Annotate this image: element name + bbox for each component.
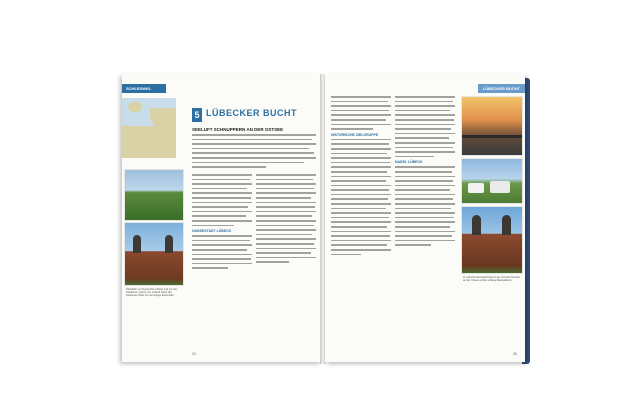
left-page (122, 74, 322, 362)
pier-photo (461, 96, 523, 156)
cliff-photo (124, 169, 184, 221)
page-number-left: 24 (192, 352, 196, 356)
photo-caption: Oberhalb von Neukirchen (links) und vor den Stadttoren (oben) von Lübeck bietet der Holstentor-Platz ein anmutiges Ensemble. (126, 288, 178, 298)
right-heading-2: NADEL LÜBECK (395, 160, 423, 165)
region-map (122, 98, 176, 158)
right-section-tab: LÜBECKER BUCHT (478, 84, 525, 93)
right-heading-1: HISTORISCHE ZIELGRUPPE (331, 132, 379, 137)
right-photo-caption: In Lübecks Neustadt beginnt die reizvolle Strecke an der Ostsee vorbei entlang Badeplätzen. (463, 276, 520, 283)
holstentor-photo (124, 222, 184, 286)
section-tab: SCHLESWIG- (122, 84, 166, 93)
open-book (118, 74, 528, 366)
page-number-right: 25 (513, 352, 517, 356)
chapter-number: 5 (192, 108, 202, 122)
chapter-subtitle: SEELUFT SCHNUPPERN AN DER OSTSEE (192, 127, 284, 132)
camper-photo (461, 158, 523, 204)
right-page (325, 74, 525, 362)
sidebar-heading: HANSESTADT LÜBECK (192, 229, 232, 234)
chapter-title: LÜBECKER BUCHT (206, 108, 297, 118)
intro-paragraph (192, 134, 316, 170)
gate-photo (461, 206, 523, 274)
